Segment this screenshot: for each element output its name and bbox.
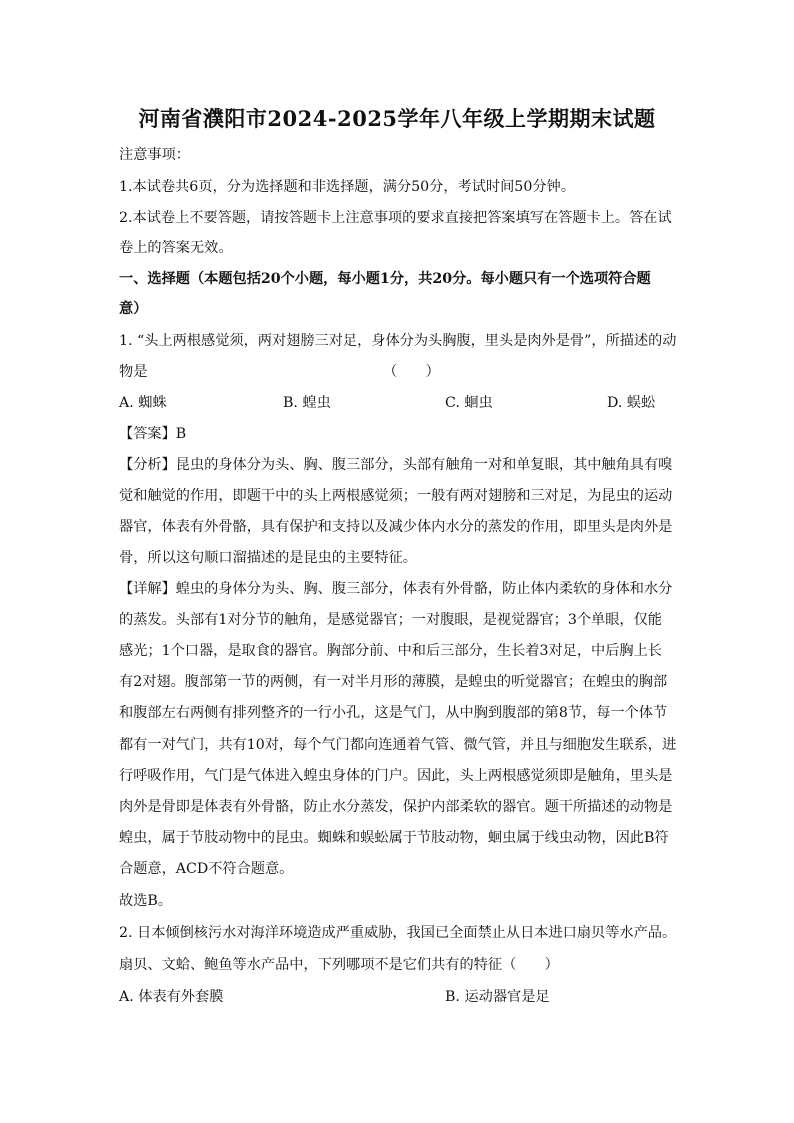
question-1-analysis-line: 骨，所以这句顺口溜描述的是昆虫的主要特征。 bbox=[119, 550, 417, 566]
question-2-stem-line-1: 2. 日本倾倒核污水对海洋环境造成严重威胁，我国已全面禁止从日本进口扇贝等水产品。 bbox=[119, 925, 677, 941]
question-2-option-b: B. 运动器官是足 bbox=[445, 989, 550, 1005]
section-heading-line-2: 意） bbox=[119, 301, 148, 317]
question-1-detail-line: 都有一对气门，共有10对，每个气门都向连通着气管、微气管，并且与细胞发生联系，进 bbox=[119, 737, 677, 753]
question-1-detail-line: 【详解】蝗虫的身体分为头、胸、腹三部分，体表有外骨骼，防止体内柔软的身体和水分 bbox=[119, 581, 673, 597]
question-1-option-b: B. 蝗虫 bbox=[283, 395, 331, 411]
question-1-stem-line-2: 物是 bbox=[119, 364, 148, 380]
question-1-analysis-line: 【分析】昆虫的身体分为头、胸、腹三部分，头部有触角一对和单复眼，其中触角具有嗅 bbox=[119, 457, 673, 473]
question-1-option-c: C. 蛔虫 bbox=[445, 395, 493, 411]
question-1-option-a: A. 蜘蛛 bbox=[119, 395, 167, 411]
notice-item-2-line-2: 卷上的答案无效。 bbox=[119, 240, 233, 256]
question-1-answer-blank: （ ） bbox=[383, 364, 440, 380]
question-1-detail-line: 合题意，ACD不符合题意。 bbox=[119, 861, 294, 877]
question-1-stem-line-1: 1. “头上两根感觉须，两对翅膀三对足，身体分为头胸腹，里头是肉外是骨”，所描述的动 bbox=[119, 333, 677, 349]
question-1-conclusion: 故选B。 bbox=[119, 893, 172, 909]
page-title: 河南省濮阳市2024-2025学年八年级上学期期末试题 bbox=[138, 106, 656, 131]
question-1-analysis-line: 觉和触觉的作用，即题干中的头上两根感觉须；一般有两对翅膀和三对足，为昆虫的运动 bbox=[119, 488, 673, 504]
question-1-detail-line: 行呼吸作用，气门是气体进入蝗虫身体的门户。因此，头上两根感觉须即是触角，里头是 bbox=[119, 768, 673, 784]
question-1-detail-line: 肉外是骨即是体表有外骨骼，防止水分蒸发，保护内部柔软的器官。题干所描述的动物是 bbox=[119, 799, 673, 815]
question-1-answer: 【答案】B bbox=[119, 426, 187, 442]
question-1-detail-line: 和腹部左右两侧有排列整齐的一行小孔，这是气门，从中胸到腹部的第8节，每一个体节 bbox=[119, 705, 668, 721]
question-2-option-a: A. 体表有外套膜 bbox=[119, 989, 224, 1005]
question-1-analysis-line: 器官，体表有外骨骼，具有保护和支持以及减少体内水分的蒸发的作用，即里头是肉外是 bbox=[119, 519, 673, 535]
question-2-stem-line-2: 扇贝、文蛤、鲍鱼等水产品中，下列哪项不是它们共有的特征（ ） bbox=[119, 957, 559, 973]
notice-item-2-line-1: 2.本试卷上不要答题，请按答题卡上注意事项的要求直接把答案填写在答题卡上。答在试 bbox=[119, 210, 672, 226]
question-1-detail-line: 有2对翅。腹部第一节的两侧，有一对半月形的薄膜，是蝗虫的听觉器官；在蝗虫的胸部 bbox=[119, 674, 668, 690]
notice-heading: 注意事项： bbox=[119, 147, 190, 163]
question-1-detail-line: 感光；1个口器，是取食的器官。胸部分前、中和后三部分，生长着3对足，中后胸上长 bbox=[119, 643, 662, 659]
question-1-detail-line: 蝗虫，属于节肢动物中的昆虫。蜘蛛和蜈蚣属于节肢动物，蛔虫属于线虫动物，因此B符 bbox=[119, 830, 669, 846]
notice-item-1: 1.本试卷共6页，分为选择题和非选择题，满分50分，考试时间50分钟。 bbox=[119, 179, 575, 195]
section-heading-line-1: 一、选择题（本题包括20个小题，每小题1分，共20分。每小题只有一个选项符合题 bbox=[119, 271, 651, 287]
question-1-detail-line: 的蒸发。头部有1对分节的触角，是感觉器官；一对腹眼，是视觉器官；3个单眼，仅能 bbox=[119, 612, 662, 628]
question-1-option-d: D. 蜈蚣 bbox=[607, 395, 656, 411]
